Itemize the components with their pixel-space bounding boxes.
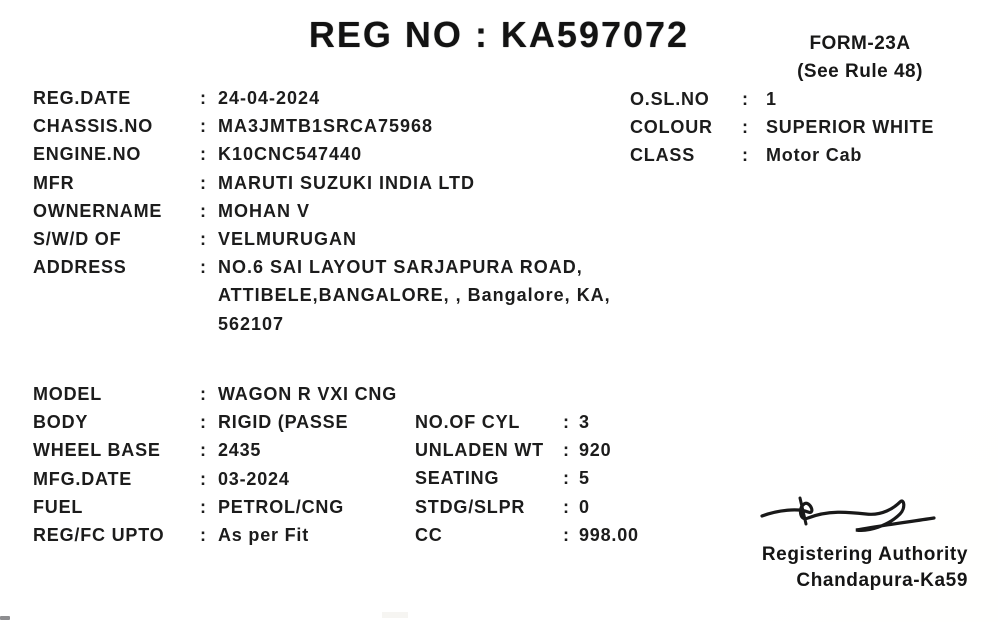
field-value: WAGON R VXI CNG (218, 384, 398, 404)
field-value: 998.00 (579, 524, 639, 545)
field-row-reg-fc-upto (33, 525, 397, 553)
field-value: MOHAN V (218, 200, 310, 221)
field-label: CLASS (630, 145, 696, 166)
field-label: ADDRESS (33, 257, 127, 278)
colon: : (200, 440, 207, 461)
field-row-osl-no (630, 89, 934, 117)
colon: : (200, 200, 207, 221)
address-line-2: ATTIBELE,BANGALORE, , Bangalore, KA, (218, 285, 611, 306)
colon: : (200, 468, 207, 489)
field-value: SUPERIOR WHITE (766, 117, 935, 138)
address-line-1: NO.6 SAI LAYOUT SARJAPURA ROAD, (218, 257, 583, 278)
scan-artifact (382, 612, 408, 618)
field-row-colour (630, 117, 934, 145)
field-label: SEATING (415, 468, 500, 489)
field-value: 03-2024 (218, 468, 290, 489)
form-rule: (See Rule 48) (797, 61, 923, 82)
field-value: 0 (579, 496, 590, 517)
field-value: Motor Cab (766, 145, 863, 166)
colon: : (742, 145, 749, 166)
field-value: VELMURUGAN (218, 228, 357, 249)
field-label: FUEL (33, 496, 84, 517)
field-row-no-of-cyl (415, 412, 639, 440)
colon: : (742, 89, 749, 109)
field-row-seating (415, 468, 639, 496)
colon: : (200, 496, 207, 517)
field-row-model (33, 384, 397, 412)
field-label: REG.DATE (33, 88, 132, 108)
colon: : (200, 172, 207, 193)
field-label: COLOUR (630, 117, 713, 138)
colon: : (200, 412, 207, 433)
colon: : (563, 412, 570, 432)
field-value: PETROL/CNG (218, 496, 345, 517)
field-row-chassis-no (33, 116, 611, 144)
field-value: 1 (766, 89, 777, 109)
field-row-stdg-slpr (415, 497, 639, 525)
field-label: UNLADEN WT (415, 440, 544, 461)
field-label: REG/FC UPTO (33, 524, 165, 545)
field-value: MARUTI SUZUKI INDIA LTD (218, 172, 475, 193)
field-row-unladen-wt (415, 440, 639, 468)
field-row-swd-of (33, 229, 611, 257)
field-value: As per Fit (218, 524, 310, 545)
colon: : (563, 524, 570, 545)
colon: : (742, 117, 749, 138)
field-row-body (33, 412, 397, 440)
field-row-fuel (33, 497, 397, 525)
page-title: REG NO : KA597072 (308, 14, 690, 55)
field-label: O.SL.NO (630, 89, 710, 109)
colon: : (200, 88, 207, 108)
registering-authority-label: Registering Authority (761, 544, 968, 565)
scan-artifact (0, 616, 10, 620)
field-row-cc (415, 525, 639, 553)
field-label: S/W/D OF (33, 228, 122, 249)
address-line-3: 562107 (218, 314, 285, 335)
field-row-mfr (33, 173, 611, 201)
field-row-mfg-date (33, 469, 397, 497)
field-row-class (630, 145, 934, 173)
vehicle-details-middle (415, 412, 639, 553)
colon: : (563, 440, 570, 461)
field-row-reg-date (33, 88, 611, 116)
field-label: MFG.DATE (33, 468, 133, 489)
colon: : (200, 257, 207, 278)
registering-authority-office: Chandapura-Ka59 (796, 570, 968, 591)
field-label: OWNERNAME (33, 200, 163, 221)
field-label: CHASSIS.NO (33, 116, 154, 137)
field-label: NO.OF CYL (415, 412, 521, 432)
field-label: MODEL (33, 384, 102, 404)
field-label: STDG/SLPR (415, 496, 526, 517)
field-value: MA3JMTB1SRCA75968 (218, 116, 434, 137)
vehicle-details-left (33, 384, 397, 553)
field-value: 5 (579, 468, 590, 489)
field-label: ENGINE.NO (33, 144, 142, 165)
field-value: 2435 (218, 440, 262, 461)
colon: : (563, 496, 570, 517)
form-tag (750, 30, 970, 86)
colon: : (200, 144, 207, 165)
registration-details (33, 88, 611, 343)
field-row-engine-no (33, 144, 611, 172)
colon: : (200, 228, 207, 249)
signature-block (668, 488, 968, 594)
field-value: K10CNC547440 (218, 144, 363, 165)
field-label: CC (415, 524, 443, 545)
form-number: FORM-23A (809, 33, 911, 54)
field-row-address (33, 257, 611, 285)
field-value: 24-04-2024 (218, 88, 321, 108)
field-value: 920 (579, 440, 612, 461)
field-label: MFR (33, 172, 75, 193)
field-row-ownername (33, 201, 611, 229)
field-label: BODY (33, 412, 89, 433)
field-value: RIGID (PASSE (218, 412, 349, 433)
colon: : (200, 524, 207, 545)
colon: : (200, 384, 207, 404)
summary-details (630, 89, 934, 174)
signature-icon (748, 488, 948, 540)
field-label: WHEEL BASE (33, 440, 161, 461)
colon: : (200, 116, 207, 137)
field-value: 3 (579, 412, 590, 432)
colon: : (563, 468, 570, 489)
field-row-wheel-base (33, 440, 397, 468)
